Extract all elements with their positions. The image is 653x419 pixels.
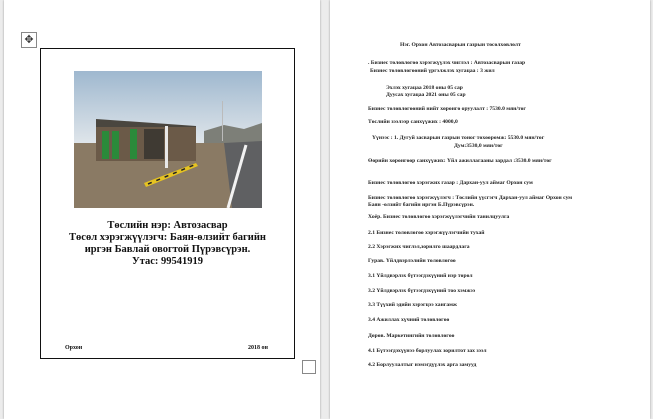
text-line: 3.2 Үйлдвэрлэх бүтээгдэхүүний тоо хэмжээ [368, 288, 476, 294]
text-line: 3.1 Үйлдвэрлэх бүтээгдэхүүний нэр төрөл [368, 273, 473, 279]
text-line: Өөрийн хөрөнгөөр санхүүжих: Үйл ажиллагааны зардал :3530.0 мян/төг [368, 158, 552, 164]
text-line: 3.4 Ажиллах хүчний төлөвлөгөө [368, 317, 450, 323]
section-3-heading: Гурав. Үйлдвэрлэлийн төлөвлөгөө [368, 258, 456, 264]
implementer-line: Төсөл хэрэгжүүлэгч: Баян-өлзийт багийн [69, 232, 266, 243]
section-2-heading: Хоёр. Бизнес төлөвлөгөө хэрэгжүүлэгчийн танилцуулга [368, 214, 510, 220]
garage-photo [74, 71, 262, 208]
section-1-heading: Нэг. Орхон Автозасварын газрын төсөлхөвлөлт [400, 42, 521, 48]
text-line: Бизнес төлөвлөгөө хэрэгжүүлэгч : Төслийн үүсгэгч Дархан-уул аймаг Орхон сум [368, 195, 573, 201]
text-line: . Бизнес төлөвлөгөө хэрэгжүүлэх чиглэл : Автозасварын газар [368, 60, 526, 66]
cover-page-border [40, 48, 295, 359]
footer-year: 2018 он [248, 345, 268, 351]
text-line: Бизнес төлөвлөгөөний үргэлжлэх хугацаа : 3 жил [370, 68, 495, 74]
text-line: Төслийн зээлээр санхүүжих : 4000,0 [368, 119, 458, 125]
text-line: Баян -өлзийт багийн иргэн Б.Пүрэвсүрэн. [368, 202, 475, 208]
text-line: 2.2 Хэрэгжих чиглэл,зорилго шаардлага [368, 244, 470, 250]
move-handle-icon[interactable]: ✥ [21, 32, 37, 48]
text-line: Үүнээс : 1. Дугуй засварын газрын тоног төхөөрөмж: 5530.0 мян/төг [372, 135, 545, 141]
text-line: 3.3 Түүхий эдийн хэрэгцээ хангамж [368, 302, 457, 308]
content-page [330, 0, 650, 419]
text-line: 2.1 Бизнес төлөвлөгөө хэрэгжүүлэгчийн тухай [368, 230, 485, 236]
text-line: 4.2 Борлуулалтыг нэмэгдүүлэх арга замууд [368, 362, 477, 368]
text-line: Бизнес төлөвлөгөөний нийт хөрөнгө оруулалт : 7530.0 мян/төг [368, 106, 526, 112]
resize-handle-icon[interactable] [302, 360, 316, 374]
text-line: Бизнес төлөвлөгөө хэрэгжих газар : Дархан-уул аймаг Орхон сум [368, 180, 533, 186]
section-4-heading: Дөрөв. Маркетингийн төлөвлөгөө [368, 333, 455, 339]
footer-location: Орхон [65, 345, 83, 351]
phone-line: Утас: 99541919 [131, 256, 204, 267]
text-line: Дуусах хугацаа 2021 оны 05 сар [386, 92, 466, 98]
project-name-line: Төслийн нэр: Автозасвар [107, 220, 228, 231]
text-line: Эхлэх хугацаа 2018 оны 05 сар [386, 85, 463, 91]
cover-page [4, 0, 320, 419]
citizen-line: иргэн Бавлай овогтой Пүрэвсүрэн. [84, 244, 251, 255]
text-line: Дум:3530,0 мян/төг [454, 143, 503, 149]
text-line: 4.1 Бүтээгдэхүүнээ борлуулах зорилтот зах зээл [368, 348, 487, 354]
